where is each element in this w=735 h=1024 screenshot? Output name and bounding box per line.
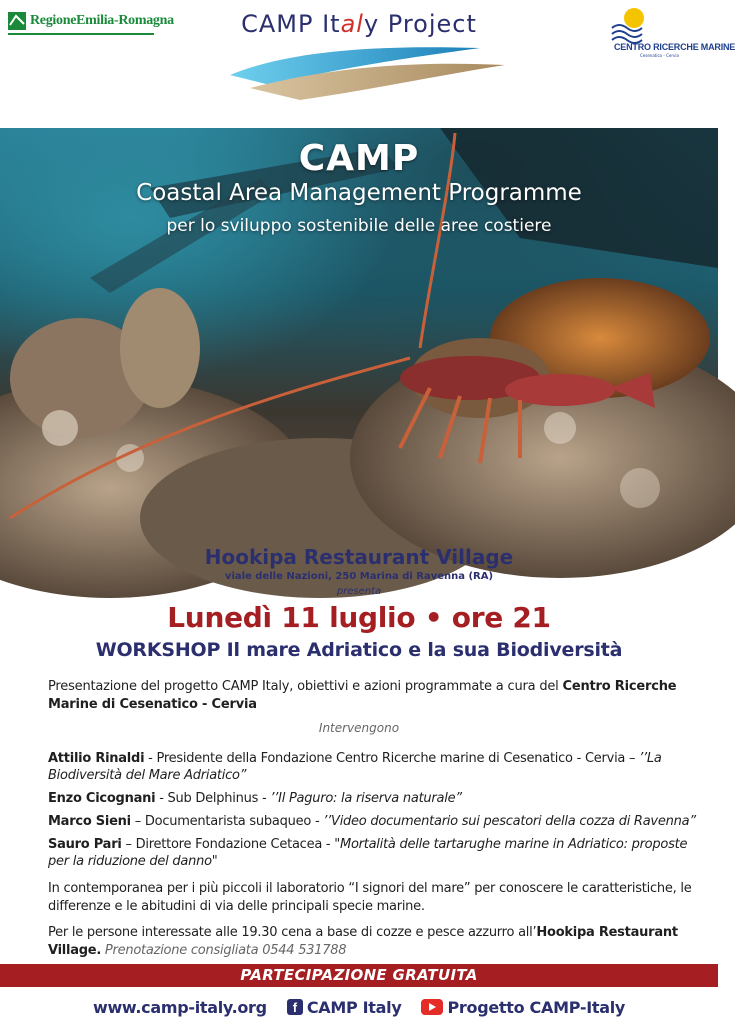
header — [0, 0, 735, 128]
speaker-item — [48, 750, 698, 784]
regione-logo-text: RegioneEmilia-Romagna — [30, 13, 174, 28]
speaker-role: - Sub Delphinus - — [155, 791, 271, 806]
hero-title: CAMP — [298, 138, 420, 179]
speaker-talk: ’’La Biodiversità del Mare Adriatico” — [48, 751, 662, 783]
project-title-y: y — [363, 10, 380, 38]
youtube-text: Progetto CAMP-Italy — [447, 997, 626, 1017]
presenta-label: presenta — [336, 586, 382, 597]
speaker-talk: "Mortalità delle tartarughe marine in Adriatico: proposte per la riduzione del danno" — [48, 837, 688, 869]
venue-name: Hookipa Restaurant Village — [204, 545, 514, 569]
speaker-item — [48, 813, 698, 830]
dinner-venue: Hookipa Restaurant Village. — [48, 925, 678, 958]
speakers-heading: Intervengono — [318, 721, 400, 735]
venue-address: viale delle Nazioni, 250 Marina di Ravenna (RA) — [224, 571, 494, 582]
speaker-talk: ’’Video documentario sui pescatori della cozza di Ravenna” — [323, 814, 696, 829]
intro-organizer: Centro Ricerche Marine di Cesenatico - Cervia — [48, 679, 677, 712]
facebook-text: CAMP Italy — [306, 997, 402, 1017]
hero-subtitle: Coastal Area Management Programme — [136, 180, 582, 206]
speaker-item — [48, 836, 698, 870]
wave-logo-icon — [230, 40, 505, 102]
booking-note: Prenotazione consigliata 0544 531788 — [101, 943, 347, 958]
intro-paragraph — [48, 678, 688, 714]
youtube-icon — [421, 999, 443, 1015]
facebook-link[interactable] — [287, 998, 402, 1017]
camp-italy-project-logo — [0, 10, 718, 38]
hero-image — [0, 128, 718, 531]
facebook-icon: f — [287, 999, 303, 1015]
website-link[interactable] — [93, 998, 267, 1017]
speaker-role: – Direttore Fondazione Cetacea - — [121, 837, 335, 852]
intro-text: Presentazione del progetto CAMP Italy, obiettivi e azioni programmate a cura del — [48, 679, 563, 694]
speaker-role: - Presidente della Fondazione Centro Ricerche marine di Cesenatico - Cervia – — [144, 751, 640, 766]
free-participation-banner: PARTECIPAZIONE GRATUITA — [0, 964, 718, 987]
dinner-text: Per le persone interessate alle 19.30 cena a base di cozze e pesce azzurro all’ — [48, 925, 537, 940]
project-title-prefix: CAMP — [241, 10, 323, 38]
hero-tagline: per lo sviluppo sostenibile delle aree costiere — [166, 216, 552, 236]
project-title-al: al — [340, 10, 364, 38]
crm-logo-subtext: Cesenatico - Cervia — [640, 53, 679, 58]
project-title-it: It — [322, 10, 341, 38]
waves-icon — [612, 22, 642, 42]
footer-links — [0, 995, 718, 1019]
event-date: Lunedì 11 luglio • ore 21 — [167, 601, 551, 634]
speaker-name: Sauro Pari — [48, 837, 122, 852]
speaker-item — [48, 790, 698, 807]
centro-ricerche-marine-logo — [612, 8, 735, 58]
project-title-suffix: Project — [379, 10, 477, 38]
youtube-link[interactable] — [421, 998, 625, 1017]
speaker-list — [48, 750, 698, 876]
speaker-talk: ’’Il Paguro: la riserva naturale” — [270, 791, 462, 806]
speaker-name: Marco Sieni — [48, 814, 131, 829]
dinner-paragraph — [48, 924, 698, 960]
kids-lab-paragraph: In contemporanea per i più piccoli il laboratorio “I signori del mare” per conoscere le caratteristiche, le differenze e le abitudini di via delle principali specie marine. — [48, 881, 692, 914]
website-text: www.camp-italy.org — [92, 997, 267, 1017]
speaker-name: Attilio Rinaldi — [48, 751, 145, 766]
speaker-role: – Documentarista subaqueo - — [130, 814, 324, 829]
crm-logo-text: CENTRO RICERCHE MARINE — [614, 42, 735, 52]
speaker-name: Enzo Cicognani — [48, 791, 156, 806]
workshop-title: WORKSHOP Il mare Adriatico e la sua Biodiversità — [95, 639, 623, 661]
